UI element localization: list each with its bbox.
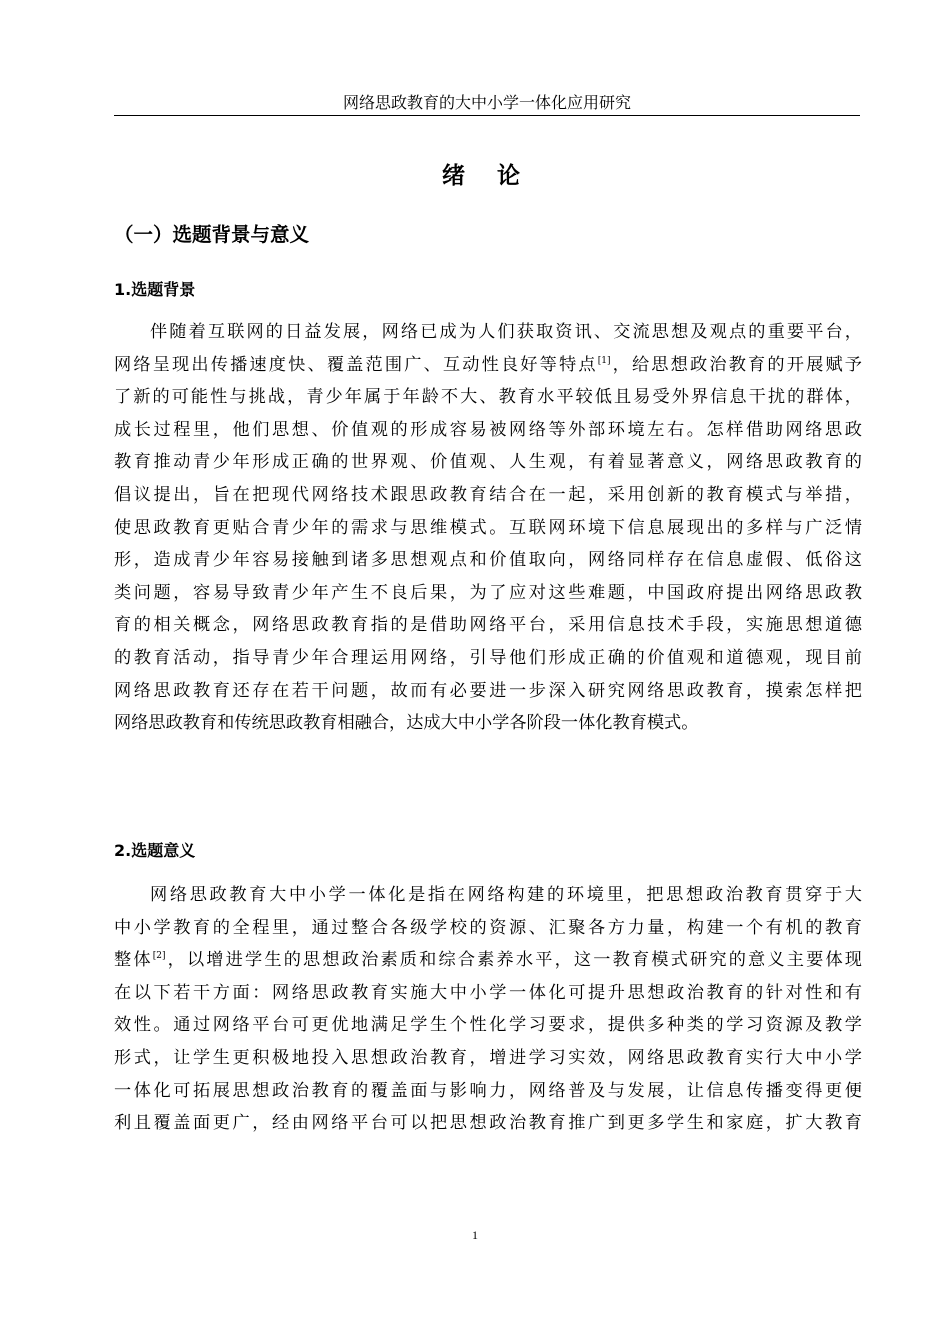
citation-ref-1[interactable]: [1] [597,355,611,366]
text-line: 网络思政教育和传统思政教育相融合，达成大中小学各阶段一体化教育模式。 [114,713,699,734]
text-line-with-citation [114,944,862,977]
paragraph-background [114,316,862,740]
text-line: 了新的可能性与挑战，青少年属于年龄不大、教育水平较低且易受外界信息干扰的群体， [114,387,862,408]
text-line: 倡议提出，旨在把现代网络技术跟思政教育结合在一起，采用创新的教育模式与举措， [114,484,862,505]
subsection-heading-background: 1.选题背景 [114,280,196,299]
text-line: 网络思政教育还存在若干问题，故而有必要进一步深入研究网络思政教育，摸索怎样把 [114,680,862,701]
text-line: 形，造成青少年容易接触到诸多思想观点和价值取向，网络同样存在信息虚假、低俗这 [114,550,862,571]
text-line-head: 网络呈现出传播速度快、覆盖范围广、互动性良好等特点 [114,354,598,375]
text-line-tail: ，给思想政治教育的开展赋予 [610,354,862,375]
text-line: 伴随着互联网的日益发展，网络已成为人们获取资讯、交流思想及观点的重要平台， [150,322,862,342]
text-line: 效性。通过网络平台可更优地满足学生个性化学习要求，提供多种类的学习资源及教学 [114,1015,862,1036]
text-line: 育的相关概念，网络思政教育指的是借助网络平台，采用信息技术手段，实施思想道德 [114,615,862,636]
text-line: 成长过程里，他们思想、价值观的形成容易被网络等外部环境左右。怎样借助网络思政 [114,419,862,440]
text-line: 类问题，容易导致青少年产生不良后果，为了应对这些难题，中国政府提出网络思政教 [114,582,862,603]
section-heading: （一）选题背景与意义 [114,223,310,246]
paragraph-significance [114,879,862,1140]
running-header: 网络思政教育的大中小学一体化应用研究 [114,92,860,116]
text-line: 利且覆盖面更广，经由网络平台可以把思想政治教育推广到更多学生和家庭，扩大教育 [114,1113,862,1134]
text-line-tail: ，以增进学生的思想政治素质和综合素养水平，这一教育模式研究的意义主要体现 [165,950,862,971]
text-line: 的教育活动，指导青少年合理运用网络，引导他们形成正确的价值观和道德观，现目前 [114,647,862,668]
text-line-with-citation [114,349,862,382]
text-line: 在以下若干方面：网络思政教育实施大中小学一体化可提升思想政治教育的针对性和有 [114,982,862,1003]
subsection-heading-significance: 2.选题意义 [114,841,196,860]
text-line: 使思政教育更贴合青少年的需求与思维模式。互联网环境下信息展现出的多样与广泛情 [114,517,862,538]
text-line: 网络思政教育大中小学一体化是指在网络构建的环境里，把思想政治教育贯穿于大 [150,885,862,905]
text-line: 形式，让学生更积极地投入思想政治教育，增进学习实效，网络思政教育实行大中小学 [114,1047,862,1068]
text-line: 中小学教育的全程里，通过整合各级学校的资源、汇聚各方力量，构建一个有机的教育 [114,917,862,938]
text-line-head: 整体 [114,950,153,971]
text-line: 一体化可拓展思想政治教育的覆盖面与影响力，网络普及与发展，让信息传播变得更便 [114,1080,862,1101]
citation-ref-2[interactable]: [2] [152,951,166,962]
chapter-title: 绪 论 [441,163,532,189]
page-number: 1 [472,1228,478,1242]
text-line: 教育推动青少年形成正确的世界观、价值观、人生观，有着显著意义，网络思政教育的 [114,452,862,473]
